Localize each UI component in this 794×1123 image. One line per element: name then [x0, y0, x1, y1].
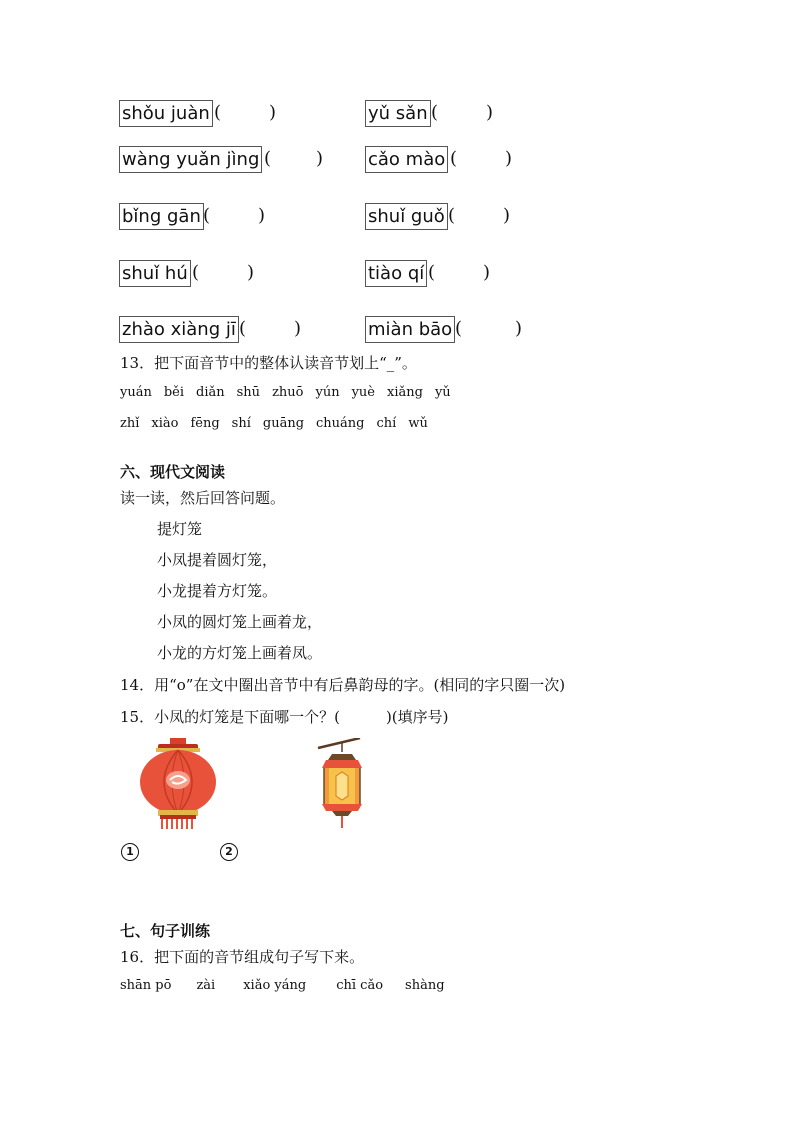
syllable[interactable]: yuán [120, 385, 152, 400]
square-lantern-image [316, 738, 368, 830]
word-card[interactable]: chī cǎo [336, 978, 384, 993]
syllable[interactable]: shū [236, 385, 261, 400]
syllable[interactable]: běi [163, 385, 185, 400]
word-card[interactable]: zài [196, 978, 216, 993]
syllable[interactable]: xiào [151, 416, 179, 431]
syllable[interactable]: shí [231, 416, 251, 431]
syllable[interactable]: guāng [262, 416, 305, 431]
answer-parens[interactable]: ( ) [455, 318, 523, 339]
syllable[interactable]: yún [315, 385, 340, 400]
answer-parens[interactable]: ( ) [428, 262, 491, 283]
reading-intro: 读一读，然后回答问题。 [120, 489, 286, 507]
option-2-label[interactable]: 2 [220, 843, 238, 861]
q15-suffix: )(填序号) [385, 708, 449, 726]
word-card[interactable]: shàng [405, 978, 445, 993]
pinyin-box: yǔ sǎn [365, 100, 431, 127]
syllable-row-2 [120, 416, 440, 431]
poem-line: 小凤的圆灯笼上画着龙， [157, 613, 323, 631]
syllable[interactable]: xiǎng [387, 385, 423, 400]
q15-prefix: 15．小凤的灯笼是下面哪一个？( [120, 708, 340, 726]
syllable-row-1 [120, 385, 463, 400]
question-16: 16．把下面的音节组成句子写下来。 [120, 948, 365, 966]
poem-line: 小凤提着圆灯笼， [157, 551, 278, 569]
round-lantern-image [138, 738, 218, 830]
pinyin-box: wàng yuǎn jìng [119, 146, 262, 173]
pinyin-box: miàn bāo [365, 316, 455, 343]
pinyin-box: shǒu juàn [119, 100, 213, 127]
answer-parens[interactable]: ( ) [203, 205, 266, 226]
poem-line: 小龙的方灯笼上画着凤。 [157, 644, 323, 662]
syllable[interactable]: chuáng [316, 416, 365, 431]
pinyin-box: bǐng gān [119, 203, 204, 230]
answer-parens[interactable]: ( ) [448, 205, 511, 226]
syllable[interactable]: yǔ [434, 385, 451, 400]
answer-parens[interactable]: ( ) [214, 102, 277, 123]
syllable[interactable]: chí [376, 416, 397, 431]
section-7-title: 七、句子训练 [120, 922, 211, 940]
question-14: 14．用“o”在文中圈出音节中有后鼻韵母的字。(相同的字只圈一次) [120, 676, 566, 694]
pinyin-box: zhào xiàng jī [119, 316, 239, 343]
syllable-group [120, 978, 457, 993]
syllable[interactable]: zhǐ [120, 416, 140, 431]
question-13: 13．把下面音节中的整体认读音节划上“_”。 [120, 354, 417, 372]
poem-title: 提灯笼 [157, 520, 203, 538]
answer-parens[interactable]: ( ) [431, 102, 494, 123]
pinyin-box: cǎo mào [365, 146, 448, 173]
option-1-label[interactable]: 1 [121, 843, 139, 861]
word-card[interactable]: shān pō [120, 978, 172, 993]
syllable[interactable]: fēng [190, 416, 220, 431]
question-15 [120, 706, 449, 727]
answer-parens[interactable]: ( ) [192, 262, 255, 283]
answer-parens[interactable]: ( ) [264, 148, 324, 169]
answer-parens[interactable]: ( ) [450, 148, 513, 169]
answer-parens[interactable]: ( ) [239, 318, 302, 339]
syllable[interactable]: wǔ [408, 416, 428, 431]
pinyin-box: shuǐ guǒ [365, 203, 448, 230]
section-6-title: 六、现代文阅读 [120, 463, 226, 481]
syllable[interactable]: zhuō [272, 385, 304, 400]
pinyin-box: shuǐ hú [119, 260, 191, 287]
pinyin-box: tiào qí [365, 260, 427, 287]
syllable[interactable]: diǎn [196, 385, 225, 400]
word-card[interactable]: xiǎo yáng [243, 978, 307, 993]
syllable[interactable]: yuè [351, 385, 375, 400]
poem-line: 小龙提着方灯笼。 [157, 582, 278, 600]
